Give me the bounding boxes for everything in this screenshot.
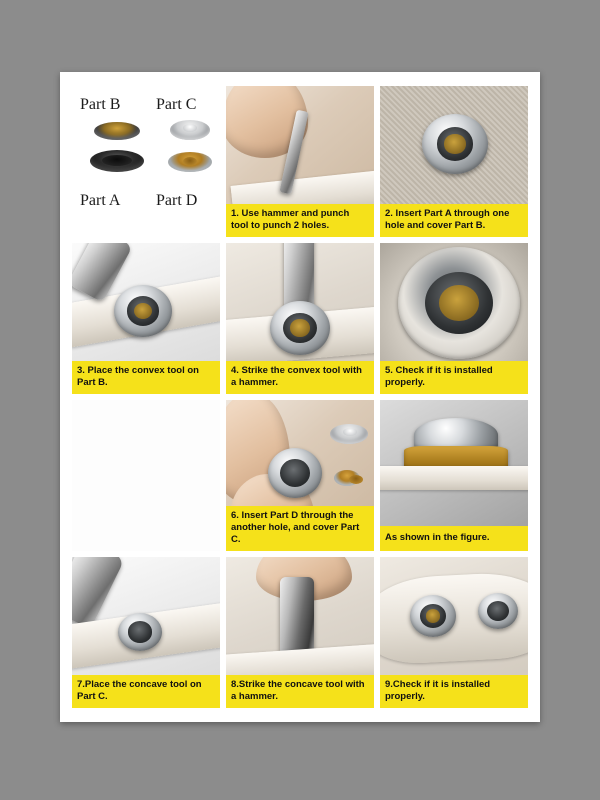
label-part-d: Part D bbox=[156, 192, 198, 209]
step-1-cell bbox=[226, 86, 374, 237]
step-5-cell bbox=[380, 243, 528, 394]
parts-diagram bbox=[72, 86, 220, 237]
step-6-caption: 6. Insert Part D through the another hole, and cover Part C. bbox=[226, 506, 374, 551]
step-10-cell bbox=[380, 557, 528, 708]
label-part-b: Part B bbox=[80, 96, 121, 113]
blank-cell bbox=[72, 400, 220, 551]
part-d-component-icon bbox=[168, 152, 212, 172]
step-4-cell bbox=[226, 243, 374, 394]
step-8-caption: 7.Place the concave tool on Part C. bbox=[72, 675, 220, 708]
snap-fastener-closeup-icon bbox=[398, 247, 520, 359]
step-3-cell bbox=[72, 243, 220, 394]
step-8-cell bbox=[72, 557, 220, 708]
step-3-caption: 3. Place the convex tool on Part B. bbox=[72, 361, 220, 394]
instruction-sheet bbox=[60, 72, 540, 722]
concave-tool-icon bbox=[280, 577, 314, 655]
part-c-component-icon bbox=[170, 120, 210, 140]
snap-fastener-icon bbox=[118, 613, 162, 651]
step-7-cell bbox=[380, 400, 528, 551]
step-6-cell bbox=[226, 400, 374, 551]
snap-fastener-icon bbox=[270, 301, 330, 355]
instruction-grid bbox=[72, 86, 528, 708]
fabric-icon bbox=[380, 466, 528, 490]
part-b-component-icon bbox=[94, 122, 140, 140]
snap-fastener-icon bbox=[478, 593, 518, 629]
step-2-caption: 2. Insert Part A through one hole and cover Part B. bbox=[380, 204, 528, 237]
snap-fastener-icon bbox=[422, 114, 488, 174]
step-2-cell bbox=[380, 86, 528, 237]
step-1-caption: 1. Use hammer and punch tool to punch 2 holes. bbox=[226, 204, 374, 237]
step-7-caption: As shown in the figure. bbox=[380, 526, 528, 551]
step-4-caption: 4. Strike the convex tool with a hammer. bbox=[226, 361, 374, 394]
part-a-component-icon bbox=[90, 150, 144, 172]
step-9-cell bbox=[226, 557, 374, 708]
snap-fastener-icon bbox=[114, 285, 172, 337]
snap-fastener-icon bbox=[410, 595, 456, 637]
snap-fastener-icon bbox=[268, 448, 322, 498]
part-c-component-icon bbox=[330, 424, 368, 444]
label-part-c: Part C bbox=[156, 96, 197, 113]
step-10-caption: 9.Check if it is installed properly. bbox=[380, 675, 528, 708]
parts-diagram-cell bbox=[72, 86, 220, 237]
step-9-caption: 8.Strike the concave tool with a hammer. bbox=[226, 675, 374, 708]
label-part-a: Part A bbox=[80, 192, 121, 209]
part-d-component-icon bbox=[334, 470, 360, 486]
step-5-caption: 5. Check if it is installed properly. bbox=[380, 361, 528, 394]
